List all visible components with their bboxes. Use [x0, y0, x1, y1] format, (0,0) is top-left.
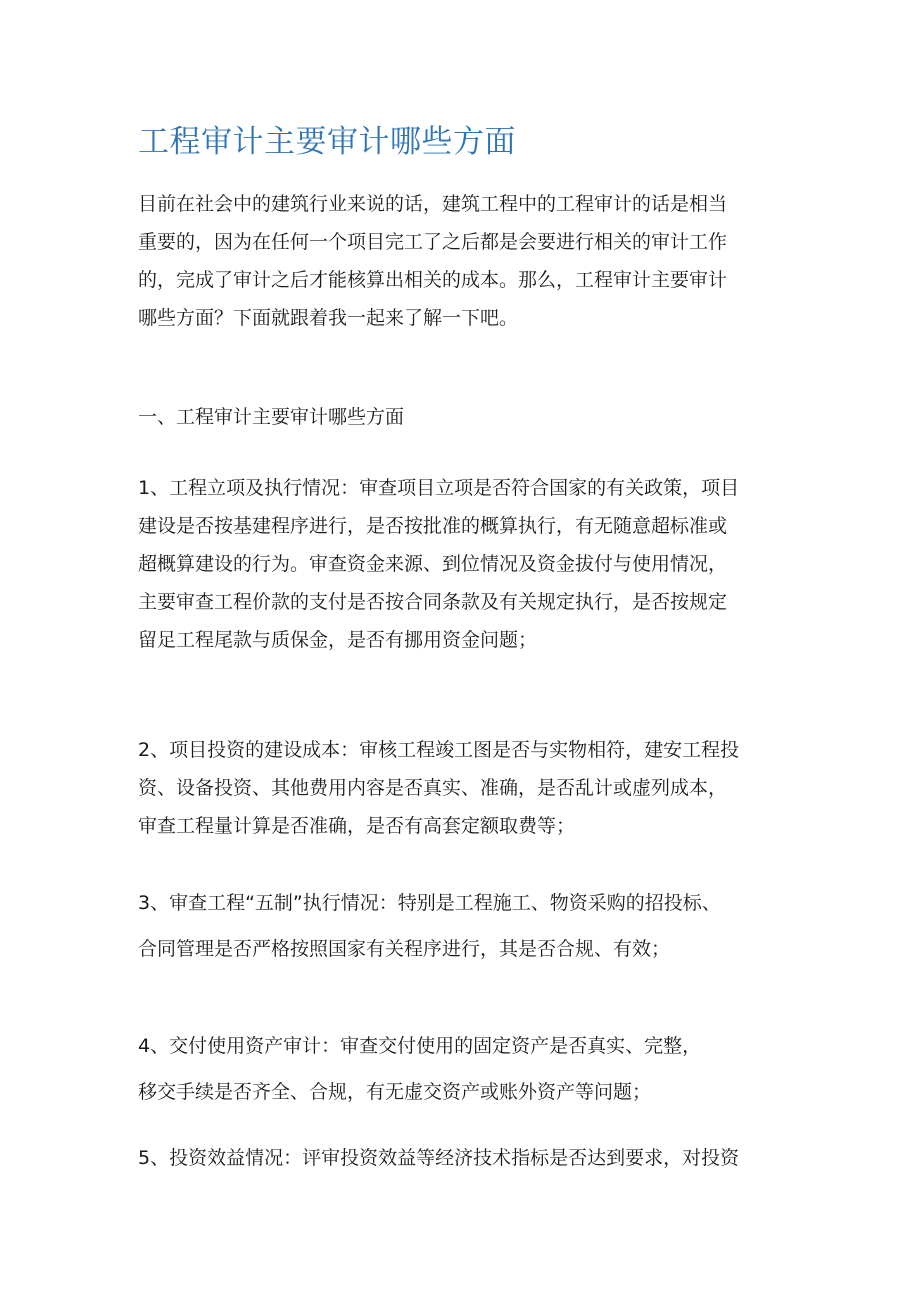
item-3-line: 合同管理是否严格按照国家有关程序进行，其是否合规、有效；: [138, 938, 671, 960]
item-2-line: 2、项目投资的建设成本：审核工程竣工图是否与实物相符，建安工程投: [138, 739, 740, 761]
item-5-line: 5、投资效益情况：评审投资效益等经济技术指标是否达到要求，对投资: [138, 1147, 740, 1169]
page-title: 工程审计主要审计哪些方面: [138, 124, 516, 160]
section-heading-text: 一、工程审计主要审计哪些方面: [138, 406, 405, 428]
item-1-line: 主要审查工程价款的支付是否按合同条款及有关规定执行，是否按规定: [138, 591, 728, 613]
item-1-paragraph: [138, 469, 788, 659]
item-1-line: 超概算建设的行为。审查资金来源、到位情况及资金拔付与使用情况，: [138, 553, 728, 575]
intro-line: 的，完成了审计之后才能核算出相关的成本。那么，工程审计主要审计: [138, 269, 728, 291]
item-2-paragraph: [138, 731, 788, 845]
intro-line: 目前在社会中的建筑行业来说的话，建筑工程中的工程审计的话是相当: [138, 193, 728, 215]
item-1-line: 1、工程立项及执行情况：审查项目立项是否符合国家的有关政策，项目: [138, 477, 740, 499]
item-2-line: 审查工程量计算是否准确，是否有高套定额取费等；: [138, 815, 576, 837]
intro-line: 重要的，因为在任何一个项目完工了之后都是会要进行相关的审计工作: [138, 231, 728, 253]
item-5-paragraph: [138, 1139, 788, 1177]
item-1-line: 留足工程尾款与质保金，是否有挪用资金问题；: [138, 629, 538, 651]
intro-paragraph: [138, 185, 788, 337]
item-3-paragraph: [138, 880, 788, 972]
item-3-line: 3、审查工程“五制”执行情况：特别是工程施工、物资采购的招投标、: [138, 892, 721, 914]
intro-line: 哪些方面？下面就跟着我一起来了解一下吧。: [138, 307, 519, 329]
item-4-line: 移交手续是否齐全、合规，有无虚交资产或账外资产等问题；: [138, 1081, 652, 1103]
item-4-line: 4、交付使用资产审计：审查交付使用的固定资产是否真实、完整，: [138, 1035, 702, 1057]
section-heading: [138, 398, 788, 436]
item-4-paragraph: [138, 1023, 788, 1115]
item-1-line: 建设是否按基建程序进行，是否按批准的概算执行，有无随意超标准或: [138, 515, 728, 537]
item-2-line: 资、设备投资、其他费用内容是否真实、准确，是否乱计或虚列成本，: [138, 777, 728, 799]
